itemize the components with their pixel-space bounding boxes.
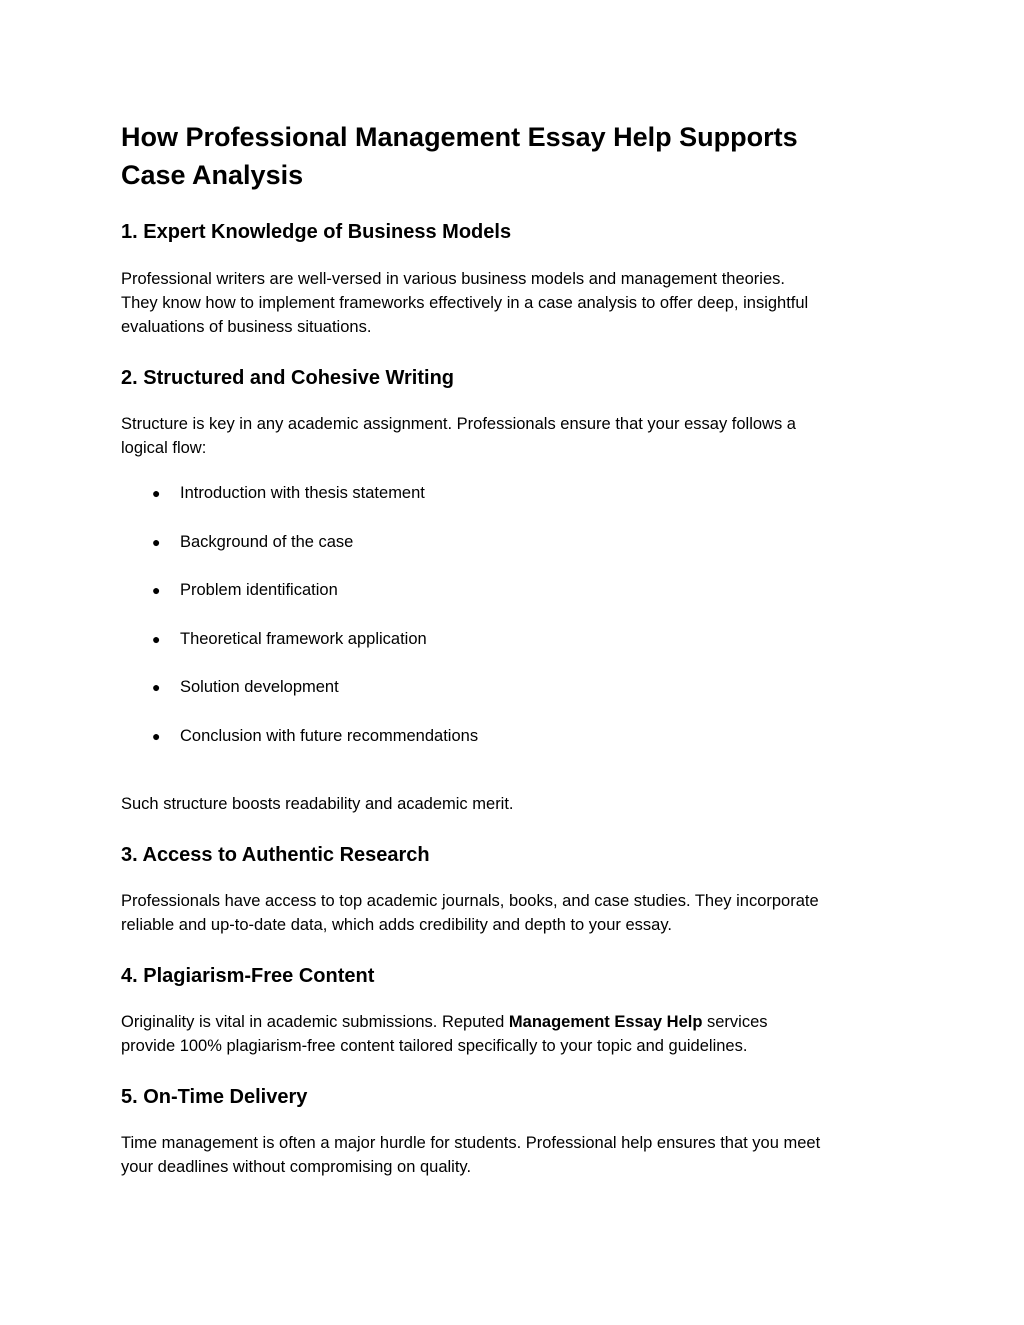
section-1-paragraph-line: Professional writers are well-versed in various business models and management theories. [121, 270, 785, 288]
list-item [152, 726, 478, 746]
list-item [152, 677, 339, 697]
list-item-text: Solution development [180, 678, 339, 696]
section-5-heading: 5. On-Time Delivery [121, 1086, 308, 1108]
section-4-paragraph-line [121, 1010, 768, 1034]
list-item [152, 532, 353, 552]
bullet-icon: ● [152, 485, 161, 501]
section-5-paragraph-line: Time management is often a major hurdle for students. Professional help ensures that you meet [121, 1134, 821, 1152]
section-5-paragraph-line: your deadlines without compromising on quality. [121, 1158, 472, 1176]
list-item-text: Conclusion with future recommendations [180, 727, 479, 745]
section-4-heading: 4. Plagiarism-Free Content [121, 965, 375, 987]
bullet-icon: ● [152, 631, 161, 647]
document-title-line-1: How Professional Management Essay Help Supports [121, 122, 798, 152]
section-2-paragraph-line: logical flow: [121, 439, 207, 457]
section-4-text: services [702, 1013, 768, 1031]
list-item [152, 483, 425, 503]
list-item [152, 629, 427, 649]
section-2-heading: 2. Structured and Cohesive Writing [121, 367, 455, 389]
section-3-paragraph-line: Professionals have access to top academic journals, books, and case studies. They incorporate [121, 892, 819, 910]
section-4-bold-text: Management Essay Help [508, 1013, 703, 1031]
bullet-icon: ● [152, 679, 161, 695]
section-1-heading: 1. Expert Knowledge of Business Models [121, 221, 512, 243]
section-1-paragraph-line: evaluations of business situations. [121, 318, 372, 336]
section-4-text: Originality is vital in academic submissions. Reputed [121, 1013, 509, 1031]
bullet-icon: ● [152, 534, 161, 550]
section-1-paragraph-line: They know how to implement frameworks effectively in a case analysis to offer deep, insightful [121, 294, 809, 312]
section-3-heading: 3. Access to Authentic Research [121, 844, 430, 866]
bullet-icon: ● [152, 582, 161, 598]
list-item-text: Introduction with thesis statement [180, 484, 425, 502]
bullet-icon: ● [152, 728, 161, 744]
list-item-text: Theoretical framework application [180, 630, 427, 648]
section-2-paragraph-line: Structure is key in any academic assignment. Professionals ensure that your essay follows a [121, 415, 796, 433]
section-4-paragraph-line: provide 100% plagiarism-free content tailored specifically to your topic and guidelines. [121, 1037, 748, 1055]
document-title-line-2: Case Analysis [121, 160, 304, 190]
section-2-closing: Such structure boosts readability and academic merit. [121, 795, 514, 813]
section-3-paragraph-line: reliable and up-to-date data, which adds credibility and depth to your essay. [121, 916, 672, 934]
list-item [152, 580, 338, 600]
list-item-text: Problem identification [180, 581, 338, 599]
list-item-text: Background of the case [180, 533, 354, 551]
